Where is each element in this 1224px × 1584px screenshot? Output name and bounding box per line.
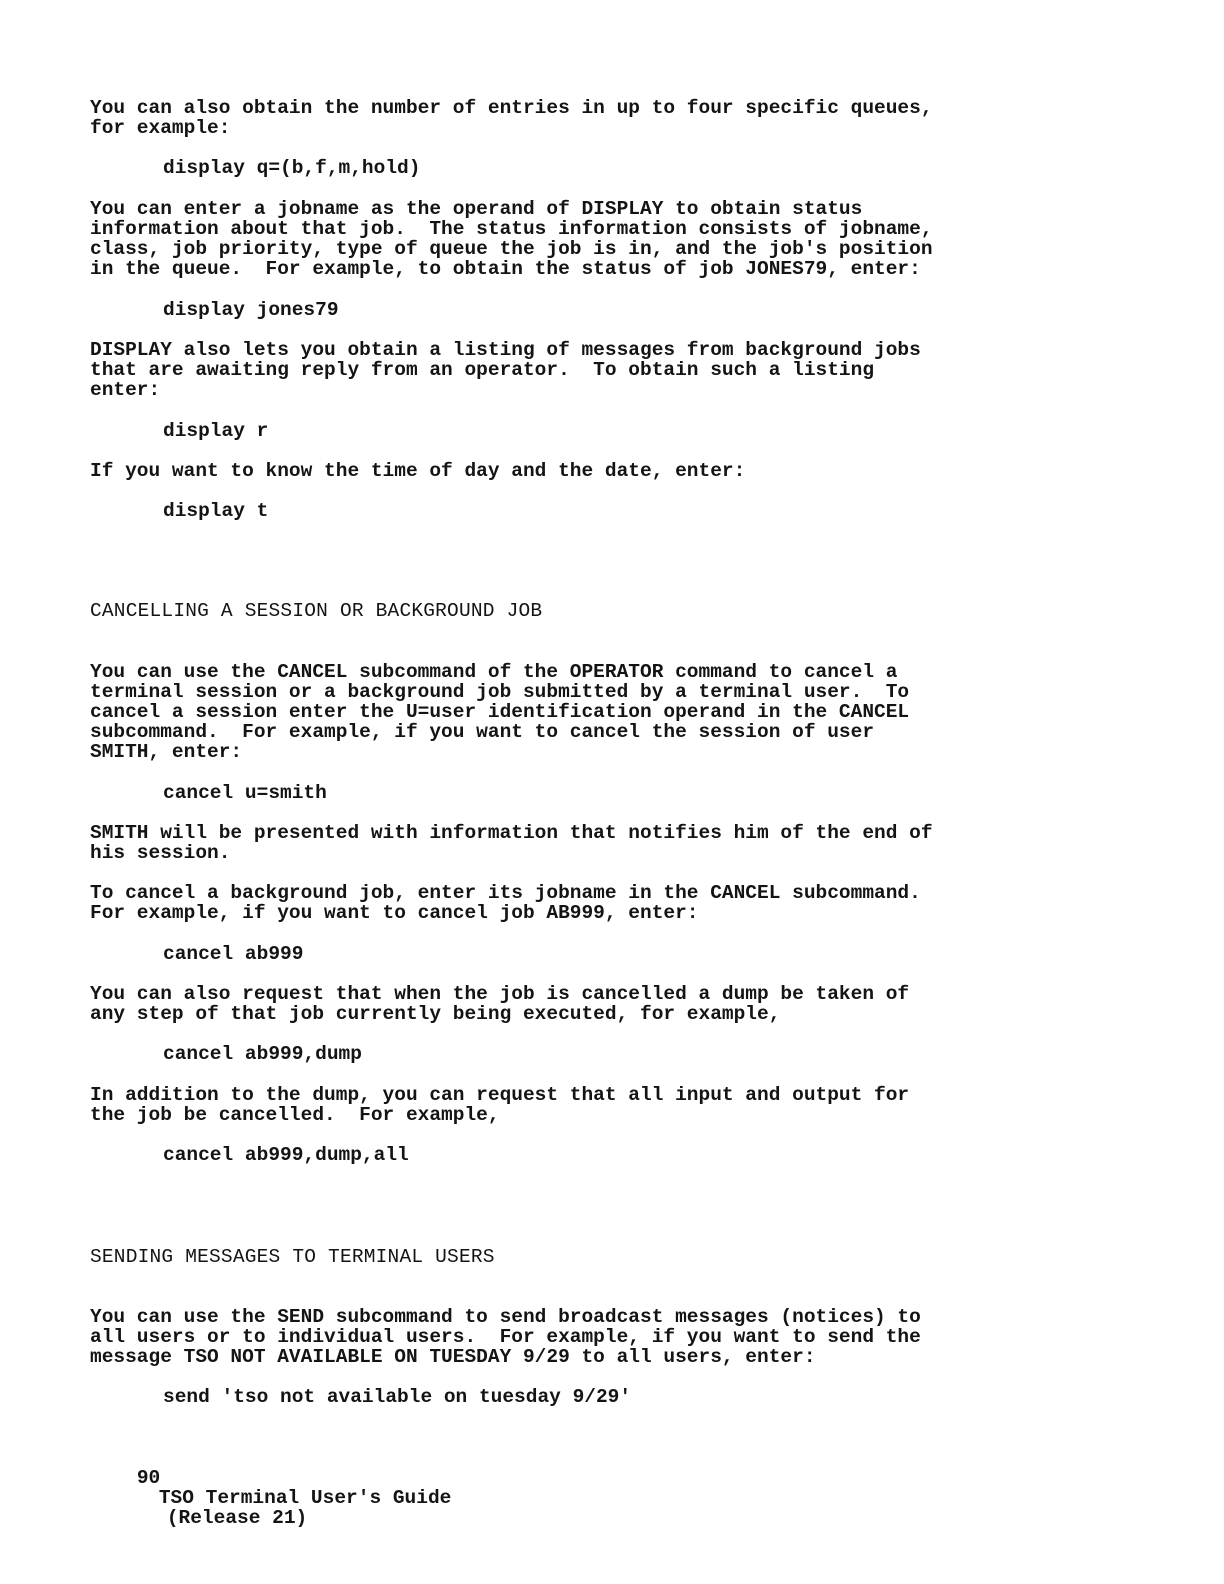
paragraph-cancel-subcommand: You can use the CANCEL subcommand of the OPERATOR command to cancel a terminal session or a background job submitted by a terminal user. To cancel a session enter the U=user identification operand in the CANCEL subcommand. For example, if you want to cancel the session of user SMITH, enter:	[90, 661, 910, 763]
command-cancel-user: cancel u=smith	[163, 782, 327, 804]
command-cancel-job: cancel ab999	[163, 943, 304, 965]
page-number: 90	[136, 1467, 161, 1489]
paragraph-request-dump: You can also request that when the job is cancelled a dump be taken of any step of that job currently being executed, for example,	[90, 983, 910, 1025]
paragraph-queue-entries: You can also obtain the number of entries in up to four specific queues, for example:	[90, 97, 933, 139]
paragraph-cancel-input-output: In addition to the dump, you can request that all input and output for the job be cancelled. For example,	[90, 1084, 910, 1126]
section-heading-sending-messages: SENDING MESSAGES TO TERMINAL USERS	[90, 1246, 495, 1268]
command-cancel-dump-all: cancel ab999,dump,all	[163, 1144, 409, 1166]
paragraph-smith-notified: SMITH will be presented with information that notifies him of the end of his session.	[90, 822, 933, 864]
page-footer	[90, 1448, 451, 1548]
section-heading-cancelling: CANCELLING A SESSION OR BACKGROUND JOB	[90, 600, 543, 622]
paragraph-time-date: If you want to know the time of day and the date, enter:	[90, 460, 746, 482]
book-title: TSO Terminal User's Guide	[158, 1487, 452, 1509]
paragraph-operator-messages: DISPLAY also lets you obtain a listing of messages from background jobs that are awaiting reply from an operator. To obtain such a listing enter:	[90, 339, 921, 401]
release-label: (Release 21)	[166, 1507, 308, 1529]
command-display-t: display t	[163, 500, 269, 522]
command-display-jobname: display jones79	[163, 299, 339, 321]
command-display-r: display r	[163, 420, 269, 442]
command-send-message: send 'tso not available on tuesday 9/29'	[163, 1386, 632, 1408]
command-display-queues: display q=(b,f,m,hold)	[163, 157, 421, 179]
paragraph-cancel-background-job: To cancel a background job, enter its jobname in the CANCEL subcommand. For example, if you want to cancel job AB999, enter:	[90, 882, 921, 924]
paragraph-jobname-status: You can enter a jobname as the operand of DISPLAY to obtain status information about that job. The status information consists of jobname, class, job priority, type of queue the job is in, and the job's position in the queue. For example, to obtain the status of job JONES79, enter:	[90, 198, 933, 280]
paragraph-send-subcommand: You can use the SEND subcommand to send broadcast messages (notices) to all users or to individual users. For example, if you want to send the message TSO NOT AVAILABLE ON TUESDAY 9/29 to all users, enter:	[90, 1306, 921, 1368]
command-cancel-dump: cancel ab999,dump	[163, 1043, 362, 1065]
